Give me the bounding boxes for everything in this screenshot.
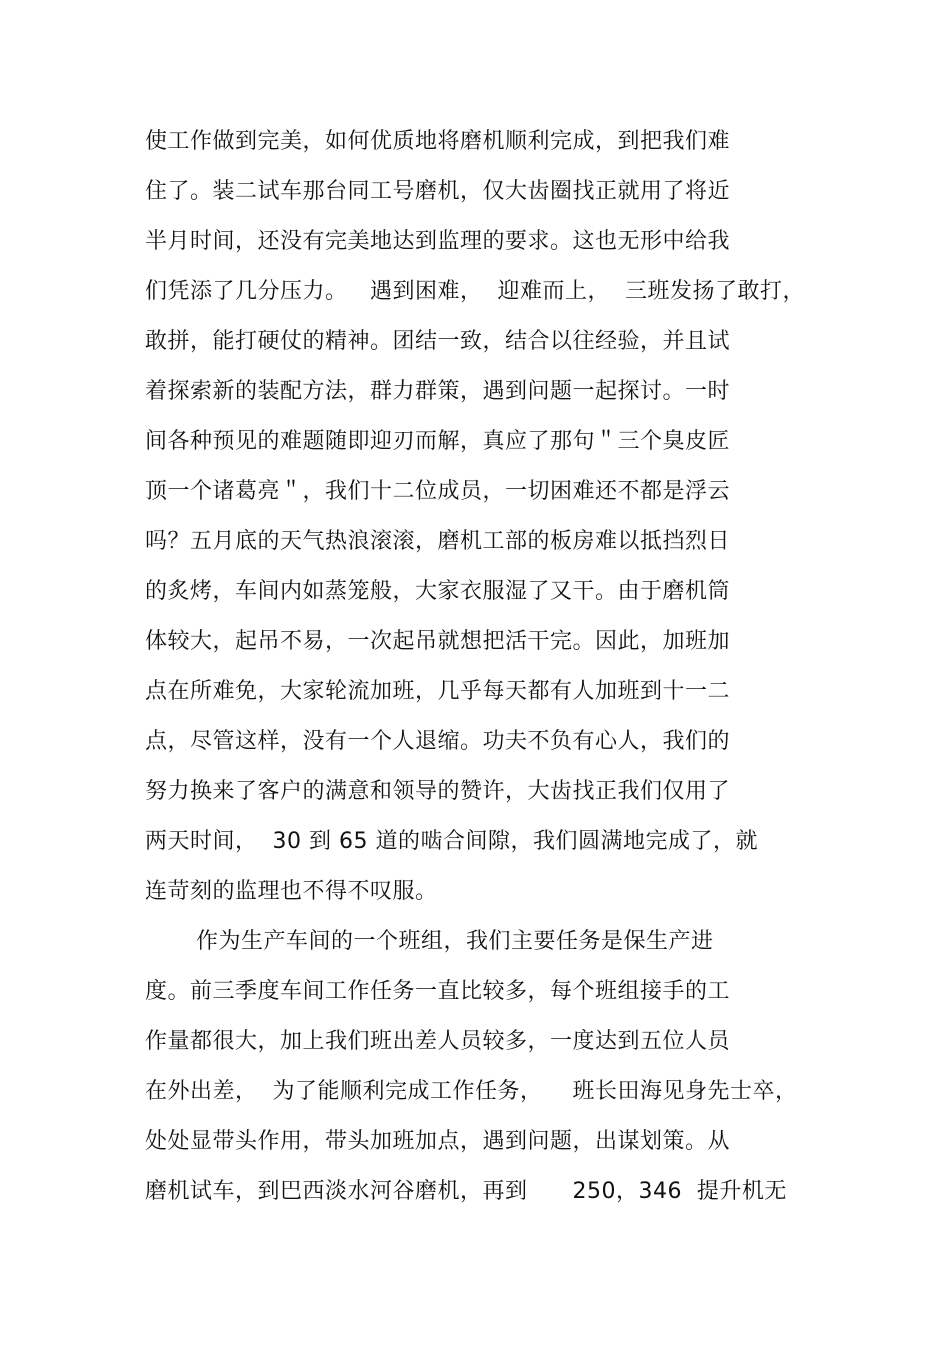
text-line: 度。前三季度车间工作任务一直比较多，每个班组接手的工 (145, 979, 731, 1004)
text-line: 点在所难免，大家轮流加班，几乎每天都有人加班到十一二 (145, 679, 731, 704)
text-line: 两天时间， 30 到 65 道的啮合间隙，我们圆满地完成了，就 (145, 829, 758, 854)
text-line: 努力换来了客户的满意和领导的赞许，大齿找正我们仅用了 (145, 779, 731, 804)
text-line: 在外出差， 为了能顺利完成工作任务， 班长田海见身先士卒， (145, 1079, 798, 1104)
text-line: 作量都很大，加上我们班出差人员较多，一度达到五位人员 (145, 1029, 731, 1054)
text-line: 使工作做到完美，如何优质地将磨机顺利完成，到把我们难 (145, 129, 731, 154)
text-line: 着探索新的装配方法，群力群策，遇到问题一起探讨。一时 (145, 379, 731, 404)
text-line: 敢拼，能打硬仗的精神。团结一致，结合以往经验，并且试 (145, 329, 731, 354)
text-line: 半月时间，还没有完美地达到监理的要求。这也无形中给我 (145, 229, 731, 254)
text-line: 顶一个诸葛亮＂，我们十二位成员，一切困难还不都是浮云 (145, 479, 731, 504)
text-line: 们凭添了几分压力。 遇到困难， 迎难而上， 三班发扬了敢打， (145, 279, 805, 304)
text-line: 吗？五月底的天气热浪滚滚，磨机工部的板房难以抵挡烈日 (145, 529, 731, 554)
text-line: 的炙烤，车间内如蒸笼般，大家衣服湿了又干。由于磨机筒 (145, 579, 731, 604)
text-line: 间各种预见的难题随即迎刃而解，真应了那句＂三个臭皮匠 (145, 429, 731, 454)
text-line: 连苛刻的监理也不得不叹服。 (145, 879, 438, 904)
text-line: 点，尽管这样，没有一个人退缩。功夫不负有心人，我们的 (145, 729, 731, 754)
text-line: 处处显带头作用，带头加班加点，遇到问题，出谋划策。从 (145, 1129, 731, 1154)
text-line: 磨机试车，到巴西淡水河谷磨机，再到 250，346 提升机无 (145, 1179, 787, 1204)
text-line: 住了。装二试车那台同工号磨机，仅大齿圈找正就用了将近 (145, 179, 731, 204)
paragraph-first-line: 作为生产车间的一个班组，我们主要任务是保生产进 (196, 929, 714, 954)
text-line: 体较大，起吊不易，一次起吊就想把活干完。因此，加班加 (145, 629, 731, 654)
